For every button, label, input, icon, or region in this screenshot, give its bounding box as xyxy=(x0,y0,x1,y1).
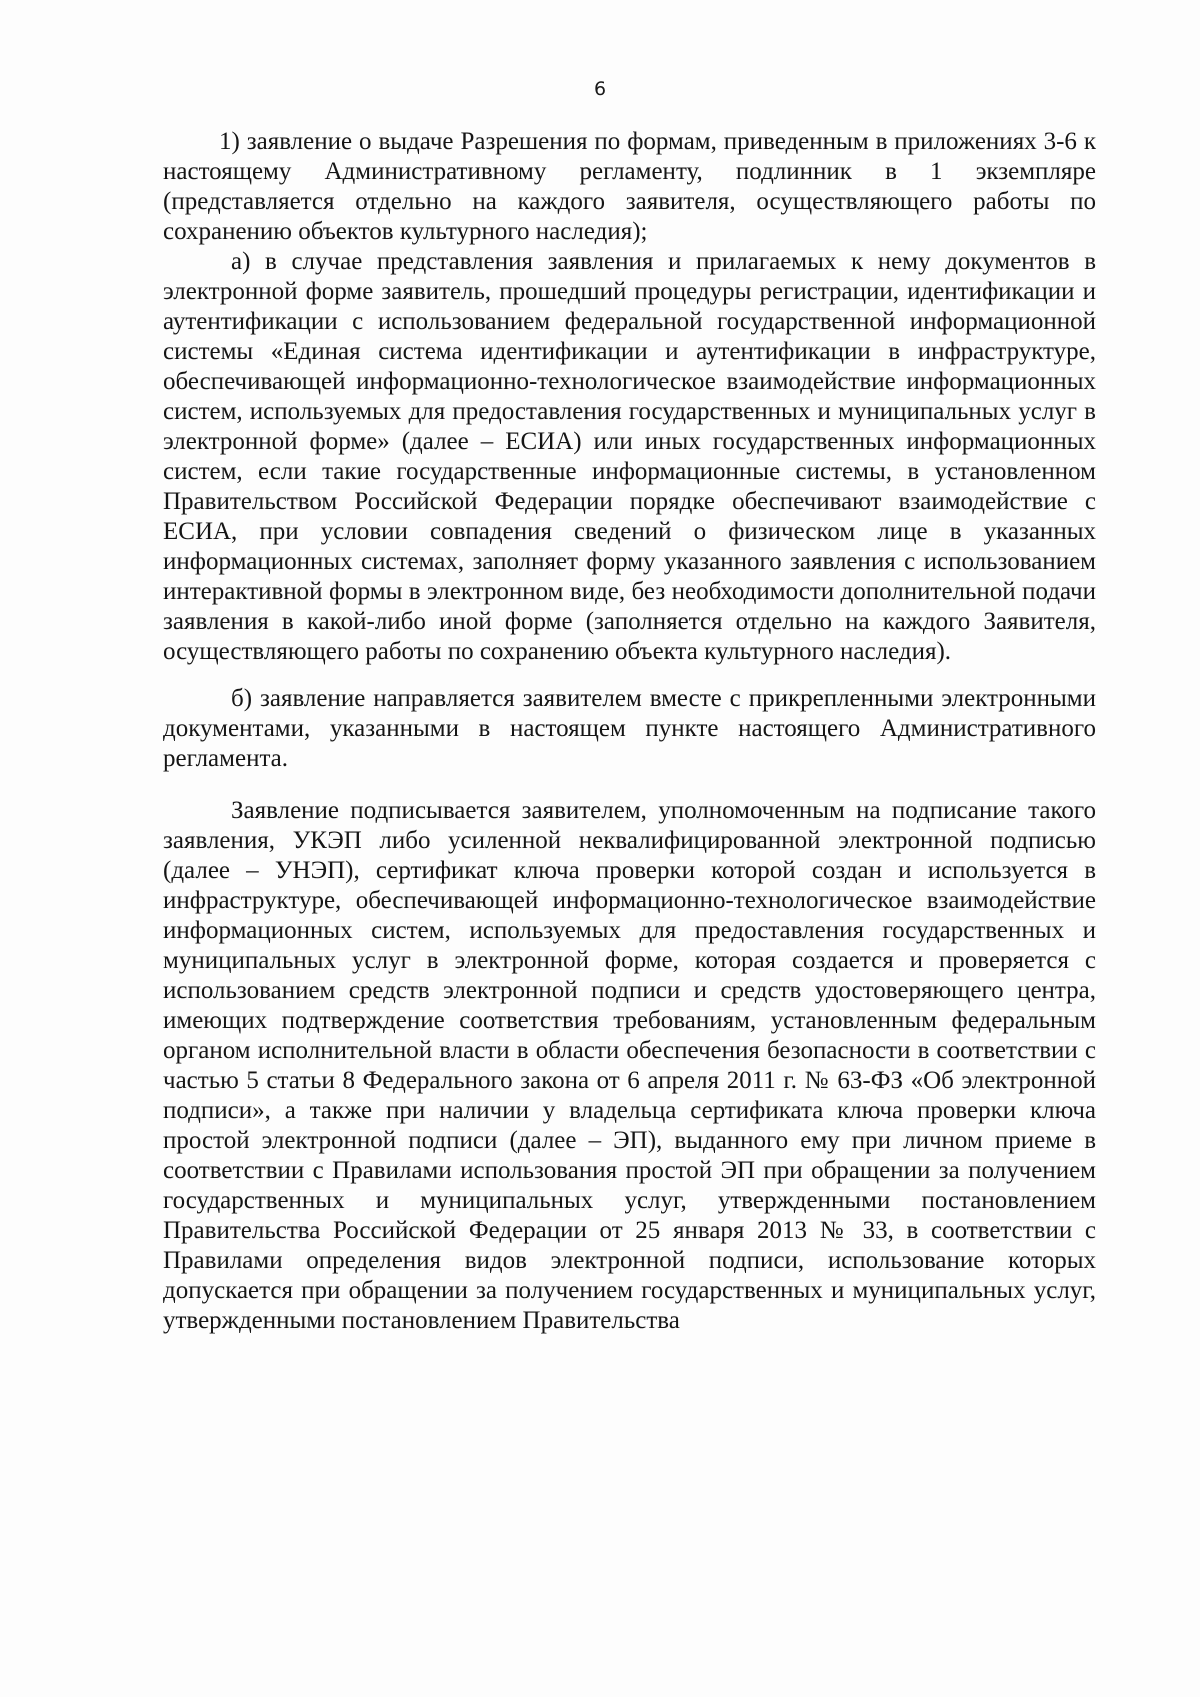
paragraph-item-1: 1) заявление о выдаче Разрешения по формам, приведенным в приложениях 3-6 к настоящему Административному регламенту, подлинник в 1 экземпляре (представляется отдельно на каждого заявителя, осуществляющего работы по сохранению объектов культурного наследия); xyxy=(163,128,1096,245)
page-number: 6 xyxy=(593,78,607,100)
paragraph-signature-clause: Заявление подписывается заявителем, уполномоченным на подписание такого заявления, УКЭП либо усиленной неквалифицированной электронной подписью (далее – УНЭП), сертификат ключа проверки которой создан и используется в инфраструктуре, обеспечивающей информационно-технологическое взаимодействие информационных систем, используемых для предоставления государственных и муниципальных услуг в электронной форме, которая создается и проверяется с использованием средств электронной подписи и средств удостоверяющего центра, имеющих подтверждение соответствия требованиям, установленным федеральным органом исполнительной власти в области обеспечения безопасности в соответствии с частью 5 статьи 8 Федерального закона от 6 апреля 2011 г. № 63-ФЗ «Об электронной подписи», а также при наличии у владельца сертификата ключа проверки ключа простой электронной подписи (далее – ЭП), выданного ему при личном приеме в соответствии с Правилами использования простой ЭП при обращении за получением государственных и муниципальных услуг, утвержденными постановлением Правительства Российской Федерации от 25 января 2013 № 33, в соответствии с Правилами определения видов электронной подписи, использование которых допускается при обращении за получением государственных и муниципальных услуг, утвержденными постановлением Правительства xyxy=(163,797,1096,1334)
paragraph-item-b: б) заявление направляется заявителем вместе с прикрепленными электронными документами, указанными в настоящем пункте настоящего Административного регламента. xyxy=(163,685,1096,772)
paragraph-item-a: а) в случае представления заявления и прилагаемых к нему документов в электронной форме заявитель, прошедший процедуры регистрации, идентификации и аутентификации с использованием федеральной государственной информационной системы «Единая система идентификации и аутентификации в инфраструктуре, обеспечивающей информационно-технологическое взаимодействие информационных систем, используемых для предоставления государственных и муниципальных услуг в электронной форме» (далее – ЕСИА) или иных государственных информационных систем, если такие государственные информационные системы, в установленном Правительством Российской Федерации порядке обеспечивают взаимодействие с ЕСИА, при условии совпадения сведений о физическом лице в указанных информационных системах, заполняет форму указанного заявления с использованием интерактивной формы в электронном виде, без необходимости дополнительной подачи заявления в какой-либо иной форме (заполняется отдельно на каждого Заявителя, осуществляющего работы по сохранению объекта культурного наследия). xyxy=(163,248,1096,665)
document-body xyxy=(163,127,1096,1336)
